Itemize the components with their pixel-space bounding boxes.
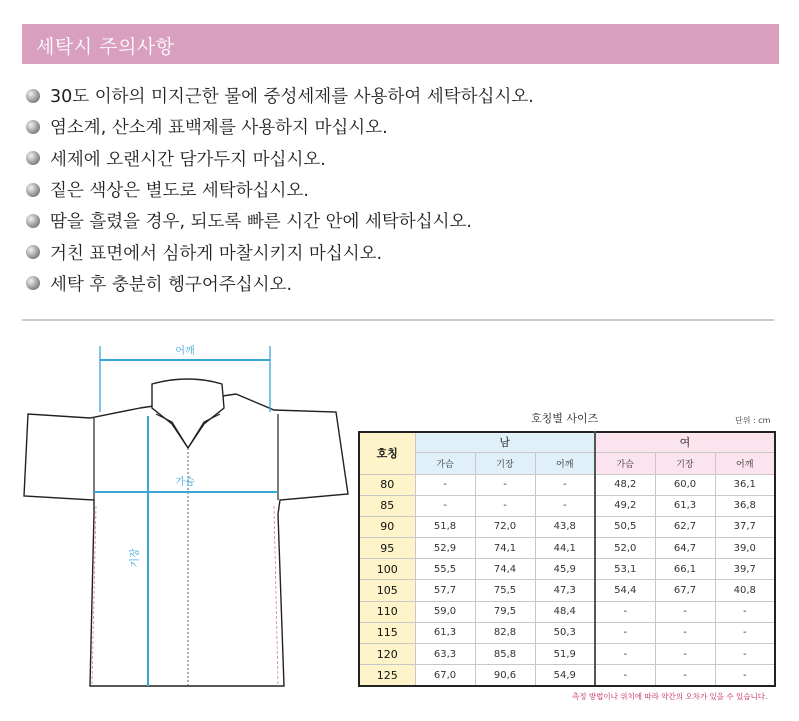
care-instruction-text: 짙은 색상은 별도로 세탁하십시오. xyxy=(50,181,309,202)
table-cell: 48,2 xyxy=(595,474,655,495)
table-cell: 125 xyxy=(359,665,415,686)
table-cell: 50,3 xyxy=(535,622,595,643)
table-cell: 59,0 xyxy=(415,601,475,622)
table-cell: 110 xyxy=(359,601,415,622)
table-cell: - xyxy=(655,601,715,622)
table-cell: - xyxy=(595,665,655,686)
table-cell: 79,5 xyxy=(475,601,535,622)
table-cell: 64,7 xyxy=(655,538,715,559)
table-row xyxy=(359,665,775,686)
size-table-body xyxy=(359,474,775,686)
table-cell: 51,8 xyxy=(415,516,475,537)
table-cell: 85,8 xyxy=(475,644,535,665)
column-header: 기장 xyxy=(655,452,715,474)
table-cell: - xyxy=(535,474,595,495)
header-bar xyxy=(22,24,779,64)
men-header: 남 xyxy=(415,432,595,452)
table-cell: - xyxy=(655,665,715,686)
table-cell: 54,9 xyxy=(535,665,595,686)
care-instruction-text: 염소계, 산소계 표백제를 사용하지 마십시오. xyxy=(50,118,388,139)
table-cell: 74,1 xyxy=(475,538,535,559)
column-header: 어깨 xyxy=(715,452,775,474)
list-item xyxy=(26,80,534,111)
table-cell: 115 xyxy=(359,622,415,643)
table-row xyxy=(359,474,775,495)
bullet-icon xyxy=(26,120,40,134)
care-instruction-text: 세탁 후 충분히 헹구어주십시오. xyxy=(50,274,293,295)
page-title: 세탁시 주의사항 xyxy=(36,36,175,58)
table-row xyxy=(359,516,775,537)
table-cell: 60,0 xyxy=(655,474,715,495)
table-cell: 39,0 xyxy=(715,538,775,559)
table-cell: 49,2 xyxy=(595,495,655,516)
bullet-icon xyxy=(26,151,40,165)
table-cell: - xyxy=(715,601,775,622)
size-table-title: 호칭별 사이즈 xyxy=(531,412,599,425)
table-cell: 48,4 xyxy=(535,601,595,622)
list-item xyxy=(26,268,534,299)
bullet-icon xyxy=(26,89,40,103)
table-row xyxy=(359,495,775,516)
table-cell: - xyxy=(415,474,475,495)
table-cell: - xyxy=(715,644,775,665)
table-cell: - xyxy=(595,601,655,622)
table-cell: - xyxy=(415,495,475,516)
table-cell: 52,0 xyxy=(595,538,655,559)
table-row xyxy=(359,559,775,580)
unit-label: 단위 : cm xyxy=(735,416,771,425)
length-label: 기장 xyxy=(130,548,141,568)
care-instruction-text: 세제에 오랜시간 담가두지 마십시오. xyxy=(50,149,326,170)
table-cell: 100 xyxy=(359,559,415,580)
table-cell: 36,8 xyxy=(715,495,775,516)
table-cell: 44,1 xyxy=(535,538,595,559)
table-cell: 36,1 xyxy=(715,474,775,495)
table-cell: 43,8 xyxy=(535,516,595,537)
table-cell: - xyxy=(475,474,535,495)
bullet-icon xyxy=(26,183,40,197)
table-cell: 55,5 xyxy=(415,559,475,580)
shoulder-label: 어깨 xyxy=(175,346,195,357)
women-header: 여 xyxy=(595,432,775,452)
table-cell: 61,3 xyxy=(415,622,475,643)
column-header: 기장 xyxy=(475,452,535,474)
column-header: 가슴 xyxy=(595,452,655,474)
list-item xyxy=(26,111,534,142)
table-cell: 74,4 xyxy=(475,559,535,580)
table-row xyxy=(359,644,775,665)
table-cell: - xyxy=(715,622,775,643)
table-row xyxy=(359,601,775,622)
list-item xyxy=(26,236,534,267)
table-cell: 90 xyxy=(359,516,415,537)
table-cell: - xyxy=(595,644,655,665)
table-cell: 61,3 xyxy=(655,495,715,516)
care-instruction-text: 땀을 흘렸을 경우, 되도록 빠른 시간 안에 세탁하십시오. xyxy=(50,212,472,233)
table-cell: 80 xyxy=(359,474,415,495)
table-row xyxy=(359,622,775,643)
table-cell: 63,3 xyxy=(415,644,475,665)
table-cell: - xyxy=(715,665,775,686)
table-row xyxy=(359,580,775,601)
measurement-note: 측정 방법이나 위치에 따라 약간의 오차가 있을 수 있습니다. xyxy=(572,692,768,701)
bullet-icon xyxy=(26,245,40,259)
care-instruction-text: 거친 표면에서 심하게 마찰시키지 마십시오. xyxy=(50,243,383,264)
bullet-icon xyxy=(26,276,40,290)
shirt-diagram xyxy=(22,336,358,696)
table-cell: 54,4 xyxy=(595,580,655,601)
size-table xyxy=(358,431,776,687)
table-cell: - xyxy=(655,622,715,643)
table-cell: 67,0 xyxy=(415,665,475,686)
chest-label: 가슴 xyxy=(175,477,195,488)
table-cell: 120 xyxy=(359,644,415,665)
table-cell: 53,1 xyxy=(595,559,655,580)
table-cell: 37,7 xyxy=(715,516,775,537)
bullet-icon xyxy=(26,214,40,228)
table-cell: 105 xyxy=(359,580,415,601)
list-item xyxy=(26,205,534,236)
table-cell: 51,9 xyxy=(535,644,595,665)
table-cell: 95 xyxy=(359,538,415,559)
table-cell: 75,5 xyxy=(475,580,535,601)
table-cell: 90,6 xyxy=(475,665,535,686)
table-cell: 45,9 xyxy=(535,559,595,580)
table-cell: - xyxy=(535,495,595,516)
table-cell: 50,5 xyxy=(595,516,655,537)
size-column-header: 호칭 xyxy=(359,432,415,474)
table-cell: 67,7 xyxy=(655,580,715,601)
table-cell: 47,3 xyxy=(535,580,595,601)
care-instructions-list xyxy=(26,80,534,299)
table-cell: 57,7 xyxy=(415,580,475,601)
care-instruction-text: 30도 이하의 미지근한 물에 중성세제를 사용하여 세탁하십시오. xyxy=(50,87,534,108)
table-cell: 52,9 xyxy=(415,538,475,559)
table-cell: 85 xyxy=(359,495,415,516)
column-header: 가슴 xyxy=(415,452,475,474)
table-row xyxy=(359,538,775,559)
list-item xyxy=(26,174,534,205)
table-cell: - xyxy=(655,644,715,665)
table-cell: 40,8 xyxy=(715,580,775,601)
table-cell: 39,7 xyxy=(715,559,775,580)
table-cell: - xyxy=(475,495,535,516)
column-header: 어깨 xyxy=(535,452,595,474)
list-item xyxy=(26,143,534,174)
table-cell: 66,1 xyxy=(655,559,715,580)
table-cell: 62,7 xyxy=(655,516,715,537)
table-cell: 82,8 xyxy=(475,622,535,643)
table-cell: 72,0 xyxy=(475,516,535,537)
table-cell: - xyxy=(595,622,655,643)
section-divider xyxy=(22,319,774,321)
